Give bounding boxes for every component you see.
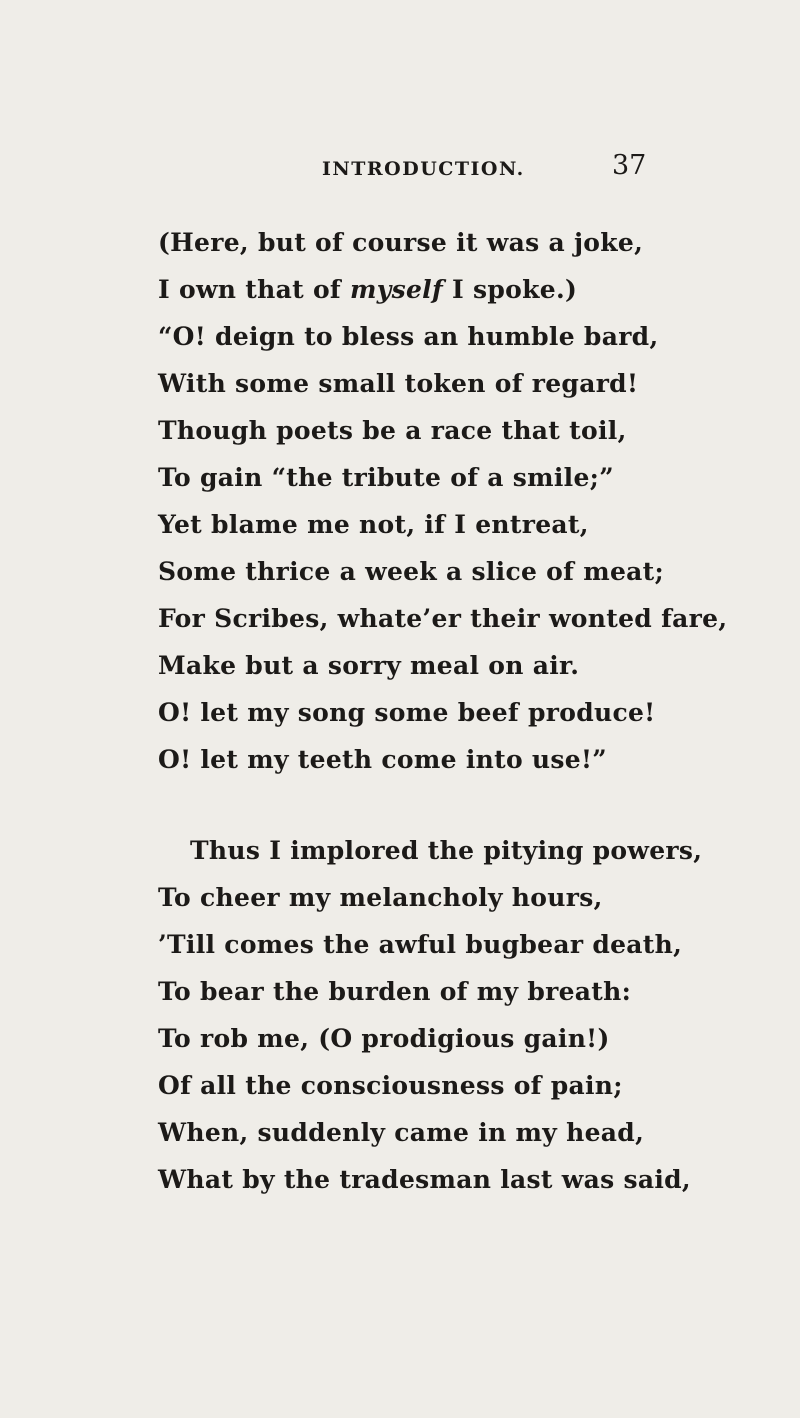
page-number: 37 [612,150,647,181]
poem-line: To rob me, (O prodigious gain!) [158,1024,610,1053]
poem-line: O! let my teeth come into use!” [158,745,607,774]
poem-line: To bear the burden of my breath: [158,977,632,1006]
poem-line: Of all the consciousness of pain; [158,1071,623,1100]
poem-line: Though poets be a race that toil, [158,416,627,445]
poem-line: Thus I implored the pitying powers, [190,836,703,865]
poem-line: O! let my song some beef produce! [158,698,656,727]
poem-line: To gain “the tribute of a smile;” [158,463,614,492]
running-header [0,150,800,190]
poem-line: I own that of myself I spoke.) [158,275,578,304]
poem-line: What by the tradesman last was said, [158,1165,691,1194]
poem-line: ’Till comes the awful bugbear death, [158,930,683,959]
poem-line: “O! deign to bless an humble bard, [158,322,659,351]
poem-line: Some thrice a week a slice of meat; [158,557,665,586]
poem-line: When, suddenly came in my head, [158,1118,645,1147]
poem-line: For Scribes, whate’er their wonted fare, [158,604,728,633]
poem-line: With some small token of regard! [158,369,639,398]
poem-line: To cheer my melancholy hours, [158,883,603,912]
poem-line: Yet blame me not, if I entreat, [158,510,589,539]
italic-word: myself [349,275,443,304]
poem-line: Make but a sorry meal on air. [158,651,580,680]
poem-line: (Here, but of course it was a joke, [158,228,644,257]
running-title: INTRODUCTION. [322,158,525,180]
